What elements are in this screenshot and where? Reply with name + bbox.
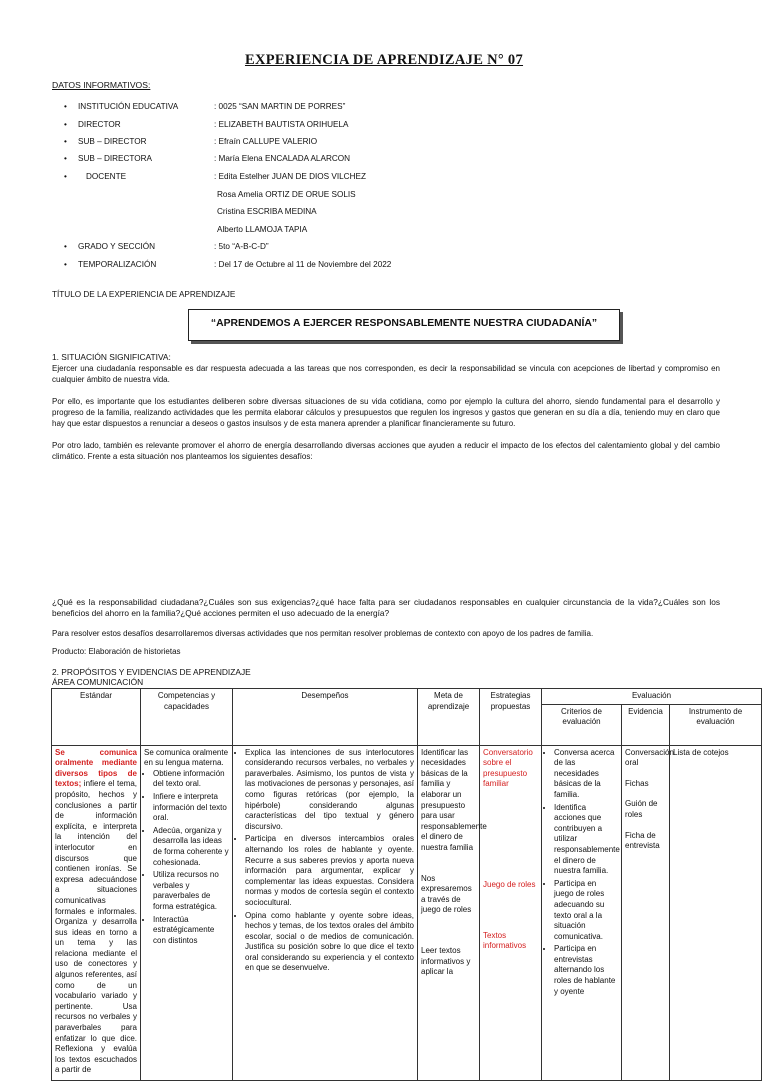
criterio-item: • Conversa acerca de las necesidades básicas de la familia.	[554, 748, 618, 801]
estrategia-item: Textos informativos	[483, 930, 527, 951]
desempeno-item: • Opina como hablante y oyente sobre ideas, hechos y temas, de los textos orales del ámbito escolar, social o de medios de comunicación. Justifica su posición sobre lo que dice el texto oral considerando su experiencia y el contexto en que se desenvuelve.	[245, 911, 414, 975]
cell-criterios	[542, 745, 622, 1080]
estandar-highlight: Se comunica oralmente mediante diversos tipos de textos;	[55, 747, 137, 789]
header-instrumento: Instrumento de evaluación	[670, 704, 762, 745]
info-row-temporalizacion: • TEMPORALIZACIÓN : Del 17 de Octubre al 11 de Noviembre del 2022	[64, 260, 392, 269]
questions-paragraph: ¿Qué es la responsabilidad ciudadana?¿Cuáles son sus exigencias?¿qué hace falta para ser ciudadanos responsables en cualquier circunstancia de la vida?¿Cuáles son los beneficios del ahorro en la familia?¿Qué acciones permiten el uso adecuado de la energía?	[52, 597, 720, 618]
header-estrategias: Estrategias propuestas	[480, 689, 542, 746]
estandar-text: infiere el tema, propósito, hechos y conclusiones a partir de información explícita, e interpreta la intención del interlocutor en discursos que contienen ironías. Se expresa adecuándose a situaciones comunicativas formales e informales. Organiza y desarrolla sus ideas en torno a un tema y las relaciona mediante el uso de conectores y algunos referentes, así como de un vocabulario variado y pertinente. Usa recursos no verbales y paraverbales para enfatizar lo que dice. Reflexiona y evalúa los textos escuchados a partir de	[55, 779, 137, 1075]
evidencia-item: Conversación oral	[625, 747, 674, 768]
titulo-label: TÍTULO DE LA EXPERIENCIA DE APRENDIZAJE	[52, 290, 236, 299]
meta-item: Nos expresaremos a través de juego de roles	[421, 873, 472, 915]
header-desempenos: Desempeños	[233, 689, 418, 746]
capacidad-item: • Obtiene información del texto oral.	[153, 769, 229, 790]
info-row-director: • DIRECTOR : ELIZABETH BAUTISTA ORIHUELA	[64, 120, 349, 129]
evidencia-item: Ficha de entrevista	[625, 830, 660, 851]
cell-instrumento	[670, 745, 762, 1080]
capacidad-item: • Infiere e interpreta información del texto oral.	[153, 792, 229, 824]
header-evidencia: Evidencia	[622, 704, 670, 745]
header-meta: Meta de aprendizaje	[418, 689, 480, 746]
docente-extra: Alberto LLAMOJA TAPIA	[217, 225, 308, 234]
docente-extra: Cristina ESCRIBA MEDINA	[217, 207, 317, 216]
docente-extra: Rosa Amelia ORTIZ DE ORUE SOLIS	[217, 190, 356, 199]
evidencia-item: Guión de roles	[625, 799, 658, 819]
producto-line: Producto: Elaboración de historietas	[52, 647, 181, 656]
paragraph: Por otro lado, también es relevante promover el ahorro de energía desarrollando diversas acciones que ayuden a reducir el impacto de los efectos del calentamiento global y del cambio climático. Frente a esta situación nos planteamos los siguientes desafíos:	[52, 441, 720, 461]
meta-item: Leer textos informativos y aplicar la	[421, 945, 471, 977]
header-criterios: Criterios de evaluación	[542, 704, 622, 745]
cell-competencias	[141, 745, 233, 1080]
capacidad-item: • Utiliza recursos no verbales y paraverbales de forma estratégica.	[153, 870, 229, 912]
info-row-subdirector: • SUB – DIRECTOR : Efraín CALLUPE VALERIO	[64, 137, 318, 146]
cell-estandar	[52, 745, 141, 1080]
header-evaluacion: Evaluación	[542, 689, 762, 705]
situacion-heading: 1. SITUACIÓN SIGNIFICATIVA:	[52, 352, 171, 362]
propositos-table	[51, 688, 762, 1081]
propositos-heading: 2. PROPÓSITOS Y EVIDENCIAS DE APRENDIZAJE	[52, 667, 251, 677]
desempeno-item: • Participa en diversos intercambios orales alternando los roles de hablante y oyente. Recurre a sus saberes previos y aporta nueva información para argumentar, explicar y complementar las ideas expuestas. Considera normas y modos de cortesía según el contexto sociocultural.	[245, 834, 414, 908]
estrategia-item: Juego de roles	[483, 879, 536, 889]
page-title: EXPERIENCIA DE APRENDIZAJE N° 07	[244, 52, 524, 68]
desempeno-item: • Explica las intenciones de sus interlocutores considerando recursos verbales, no verbales y paraverbales. Asimismo, los puntos de vista y las motivaciones de personas y personajes, así como figuras retóricas (por ejemplo, la hipérbole) considerando algunas características del tipo textual y género discursivo.	[245, 748, 414, 833]
competencia-intro: Se comunica oralmente en su lengua materna.	[144, 747, 229, 768]
criterio-item: • Participa en entrevistas alternando los roles de hablante y oyente	[554, 944, 618, 997]
header-competencias: Competencias y capacidades	[141, 689, 233, 746]
cell-meta	[418, 745, 487, 1080]
cell-desempenos	[233, 745, 418, 1080]
info-row-docente: • DOCENTE : Edita Estelher JUAN DE DIOS VILCHEZ	[64, 172, 366, 181]
estrategia-item: Conversatorio sobre el presupuesto familiar	[483, 747, 533, 789]
header-estandar: Estándar	[52, 689, 141, 746]
experience-title-box: “APRENDEMOS A EJERCER RESPONSABLEMENTE NUESTRA CIUDADANÍA”	[188, 309, 620, 341]
criterio-item: • Participa en juego de roles adecuando su texto oral a la situación comunicativa.	[554, 879, 618, 943]
instrumento-item: Lista de cotejos	[673, 747, 729, 757]
info-row-institucion: • INSTITUCIÓN EDUCATIVA : 0025 “SAN MARTIN DE PORRES”	[64, 102, 346, 111]
evidencia-item: Fichas	[625, 778, 649, 788]
datos-label: DATOS INFORMATIVOS:	[52, 80, 151, 90]
info-row-grado: • GRADO Y SECCIÓN : 5to “A-B-C-D”	[64, 242, 269, 251]
cell-estrategias	[480, 745, 542, 1080]
paragraph: Por ello, es importante que los estudiantes deliberen sobre diversas situaciones de su vida cotidiana, como por ejemplo la cultura del ahorro, siendo fundamental para el desarrollo y progreso de la familia, realizando actividades que les permita elaborar cálculos y presupuestos que regulen los ingresos y gastos que generan en su día a día, teniendo muy en claro que hay que estar dispuestos a renunciar a deseos o gastos insulsos y de esta manera aprender a planificar financieramente su futuro.	[52, 397, 720, 428]
capacidad-item: • Adecúa, organiza y desarrolla las ideas de forma coherente y cohesionada.	[153, 826, 229, 868]
criterio-item: • Identifica acciones que contribuyen a utilizar responsablemente el dinero de nuestra familia.	[554, 803, 618, 877]
capacidad-item: • Interactúa estratégicamente con distintos	[153, 915, 229, 947]
cell-evidencia	[622, 745, 674, 1080]
area-label: ÁREA COMUNICACIÓN	[52, 677, 144, 687]
meta-item: Identificar las necesidades básicas de la familia y elaborar un presupuesto para usar responsablemente el dinero de nuestra familia	[421, 747, 487, 852]
paragraph: Ejercer una ciudadanía responsable es dar respuesta adecuada a las tareas que nos corresponden, es decir la responsabilidad se vincula con acepciones de libertad y compromiso en cualquier ámbito de nuestra vida.	[52, 364, 720, 384]
info-row-subdirectora: • SUB – DIRECTORA : María Elena ENCALADA ALARCON	[64, 154, 351, 163]
resolver-paragraph: Para resolver estos desafíos desarrollaremos diversas actividades que nos permitan resolver problemas de contexto con apoyo de los padres de familia.	[52, 629, 594, 638]
